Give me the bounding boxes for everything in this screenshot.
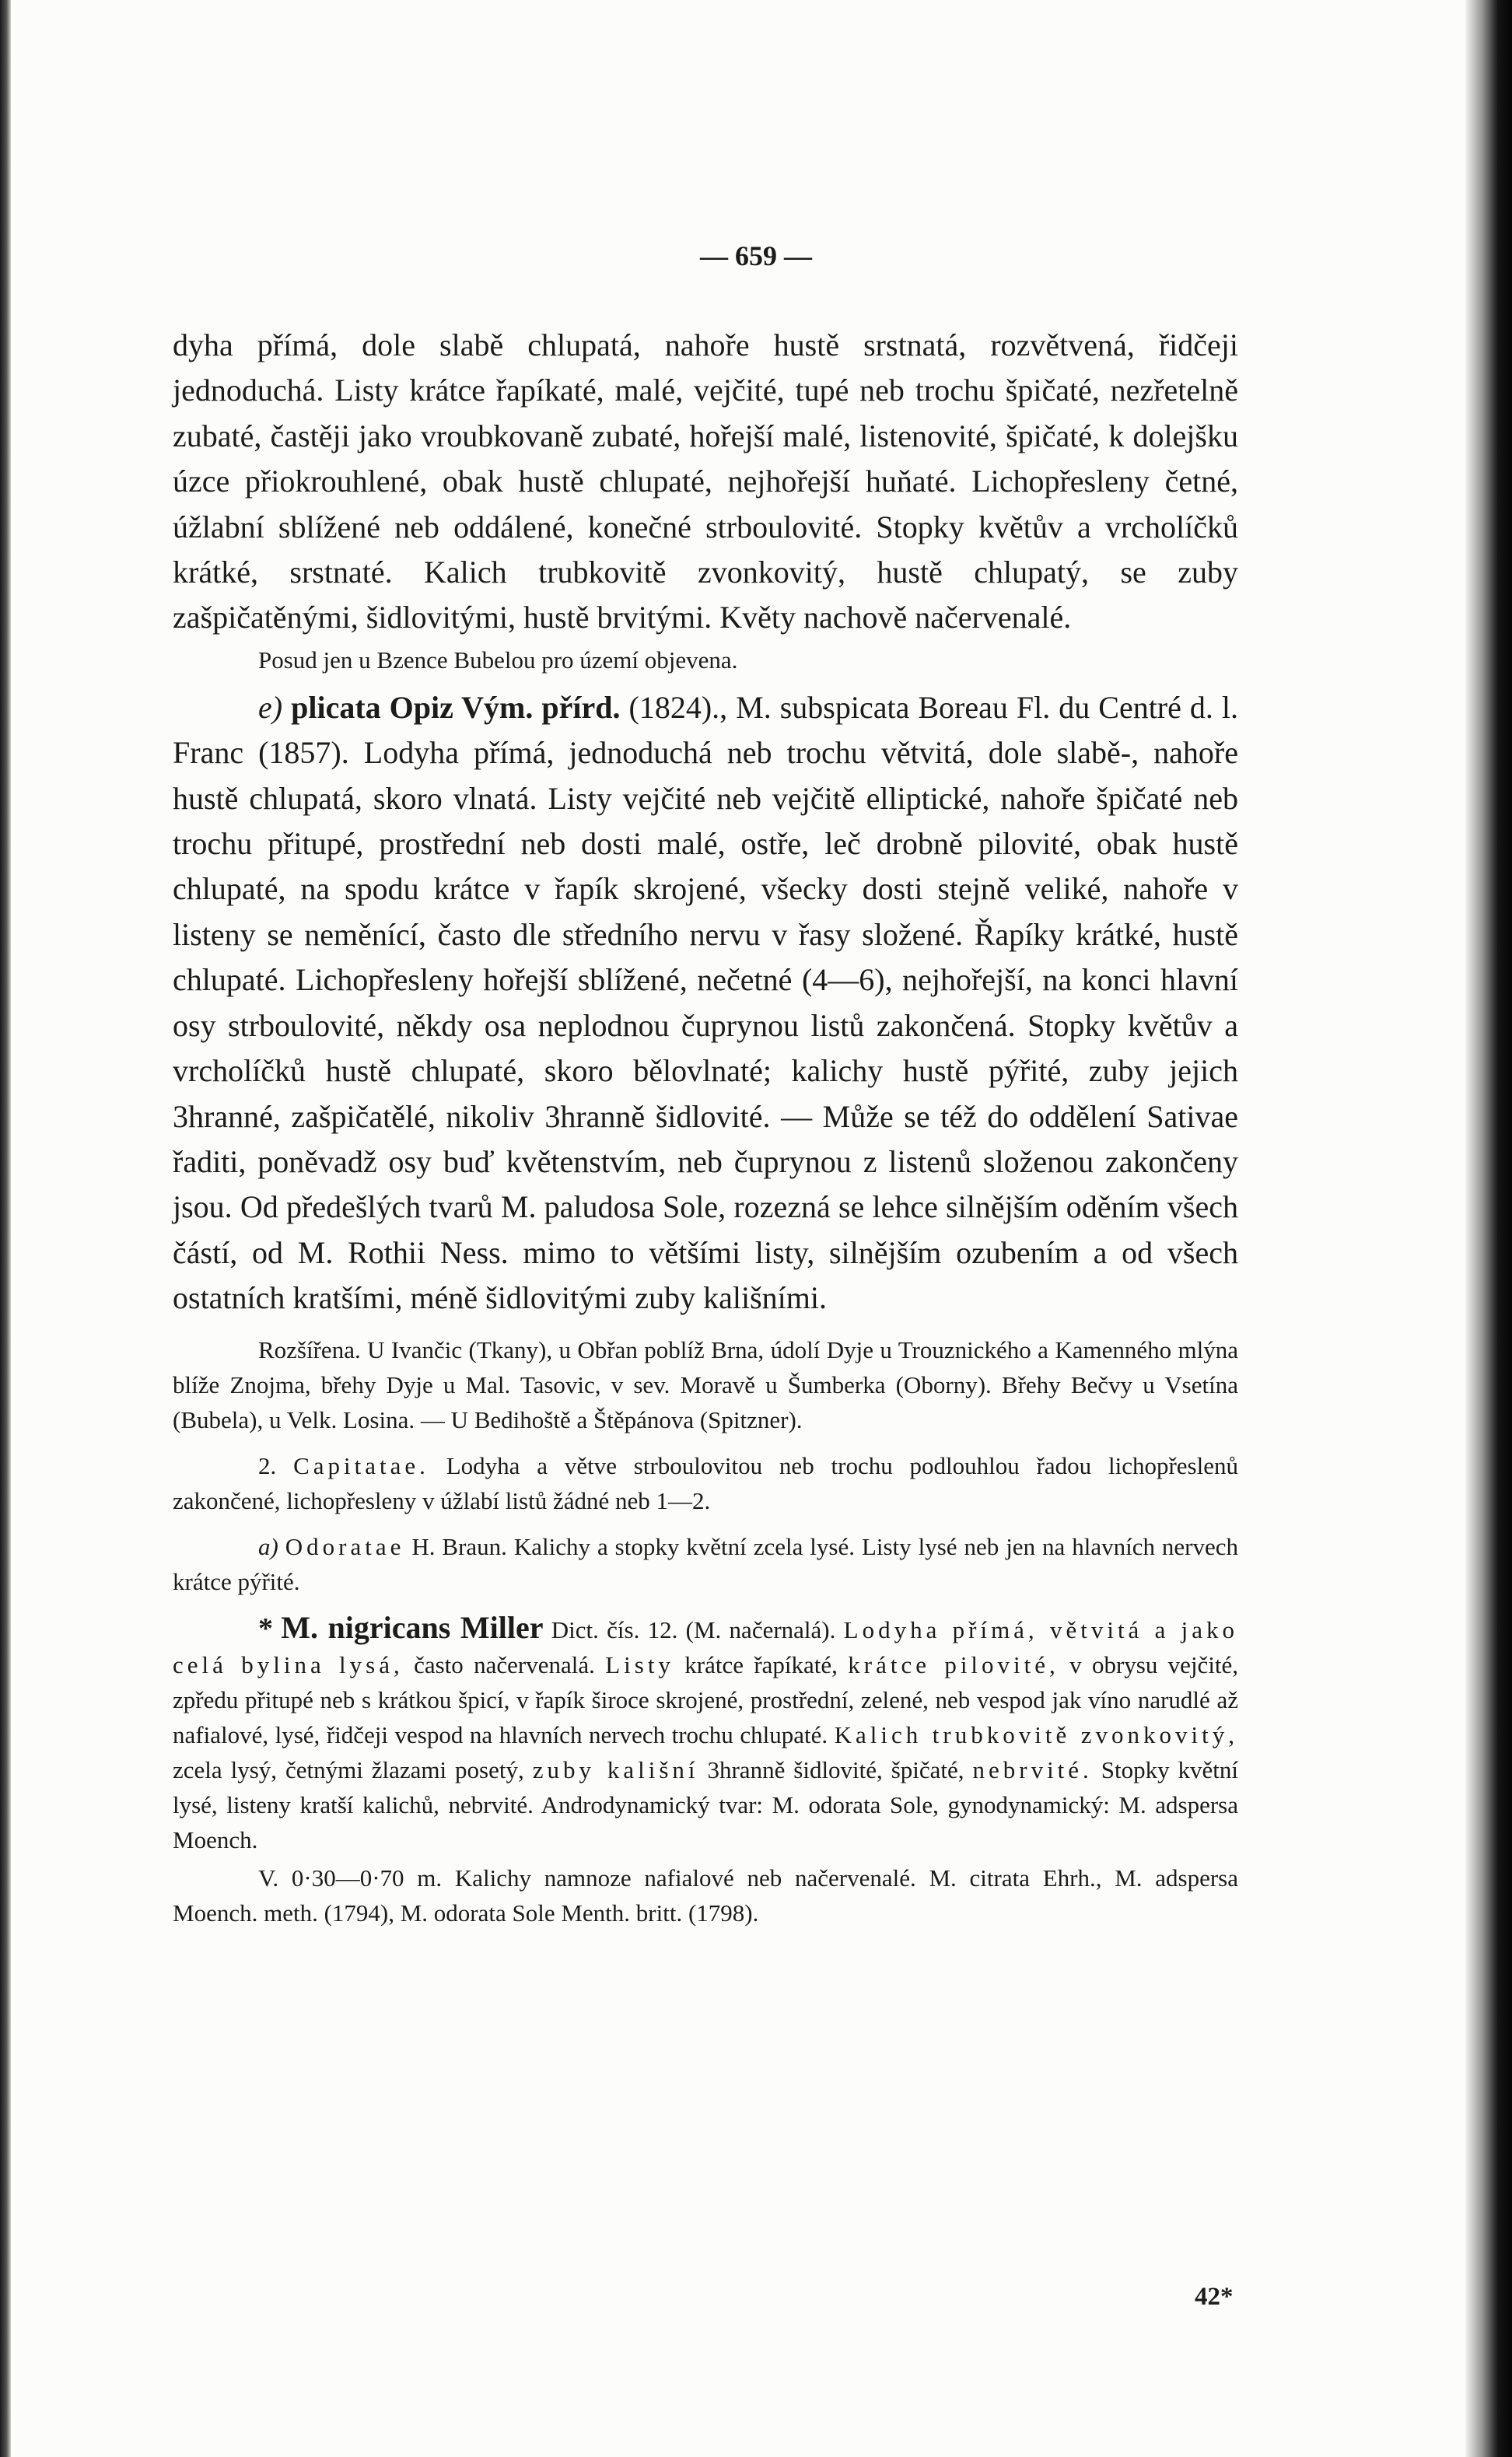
species-ciliate-spaced: nebrvité.: [972, 1755, 1093, 1783]
species-stem-spaced: Lodyha přímá, větvitá a jako celá bylina lysá,: [173, 1615, 1238, 1678]
paragraph-capitatae: [173, 1448, 1238, 1518]
variety-name: plicata Opiz Vým. přírd.: [291, 689, 621, 725]
paragraph-variety-plicata: [173, 685, 1238, 1321]
variety-label: e): [258, 689, 283, 725]
species-calyx-text: zcela lysý, četnými žlazami posetý,: [173, 1755, 524, 1783]
subsection-description: H. Braun. Kalichy a stopky květní zcela lysé. Listy lysé neb jen na hlavních nervech krátce pýřité.: [173, 1532, 1239, 1595]
scan-left-edge: [0, 0, 11, 2457]
species-stem-text: často načervenalá.: [414, 1650, 595, 1678]
paragraph-odoratae: [173, 1529, 1238, 1599]
paragraph-description: dyha přímá, dole slabě chlupatá, nahoře hustě srstnatá, rozvětvená, řidčeji jednoduchá. Listy krátce řapíkaté, malé, vejčité, tupé neb trochu špičaté, nezřetelně zubaté, častěji jako vroubkovaně zubaté, hořejší malé, listenovité, špičaté, k dolejšku úzce přiokrouhlené, obak hustě chlupaté, nejhořejší huňaté. Lichopřesleny četné, úžlabní sblížené neb oddálené, konečné strboulovité. Stopky květův a vrcholíčků krátké, srstnaté. Kalich trubkovitě zvonkovitý, hustě chlupatý, se zuby zašpičatěnými, šidlovitými, hustě brvitými. Květy nachově načervenalé.: [173, 327, 1238, 635]
species-serrate-spaced: krátce pilovité,: [848, 1650, 1059, 1678]
paragraph-distribution-note: [173, 642, 1238, 677]
subsection-label: a): [258, 1532, 278, 1560]
variety-description: (1824)., M. subspicata Boreau Fl. du Centré d. l. Franc (1857). Lodyha přímá, jednoduchá neb trochu větvitá, dole slabě-, nahoře hustě chlupatá, skoro vlnatá. Listy vejčité neb vejčitě elliptické, nahoře špičaté neb trochu přitupé, prostřední neb dosti malé, ostře, leč drobně pilovité, obak hustě chlupaté, na spodu krátce v řapík skrojené, všecky dosti stejně veliké, nahoře v listeny se neměnící, často dle středního nervu v řasy složené. Řapíky krátké, hustě chlupaté. Lichopřesleny hořejší sblížené, nečetné (4—6), nejhořejší, na konci hlavní osy strboulovité, někdy osa neplodnou čuprynou listů zakončená. Stopky květův a vrcholíčků hustě chlupaté, skoro bělovlnaté; kalichy hustě pýřité, zuby jejich 3hranné, zašpičatělé, nikoliv 3hranně šidlovité. — Může se též do oddělení Sativae řaditi, poněvadž osy buď květenstvím, neb čuprynou z listenů složenou zakončeny jsou. Od předešlých tvarů M. paludosa Sole, rozezná se lehce silnějším oděním všech částí, od M. Rothii Ness. mimo to většími listy, silnějším ozubením a od všech ostatních kratšími, méně šidlovitými zuby kališními.: [173, 689, 1239, 1316]
species-leaves-spaced: Listy: [605, 1650, 674, 1678]
distribution-note-text: Posud jen u Bzence Bubelou pro území objevena.: [258, 646, 738, 674]
species-leaves-text: krátce řapíkaté,: [684, 1650, 838, 1678]
species-citation: Dict. čís. 12. (M. načernalá).: [551, 1615, 836, 1643]
subsection-title: Odoratae: [285, 1532, 405, 1560]
text-body: [173, 323, 1238, 1930]
section-title: Capitatae.: [293, 1451, 429, 1479]
paragraph-species-nigricans: [173, 1610, 1238, 1857]
page-number: — 659 —: [700, 240, 812, 271]
section-description: Lodyha a větve strboulovitou neb trochu podlouhlou řadou lichopřeslenů zakončené, lichopřesleny v úžlabí listů žádné neb 1—2.: [173, 1451, 1238, 1514]
species-teeth-spaced: zuby kališní: [532, 1755, 699, 1783]
paragraph-range: Rozšířena. U Ivančic (Tkany), u Obřan poblíž Brna, údolí Dyje u Trouznického a Kamenného mlýna blíže Znojma, břehy Dyje u Mal. Tasovic, v sev. Moravě u Šumberka (Oborny). Břehy Bečvy u Vsetína (Bubela), u Velk. Losina. — U Bedihoště a Štěpánova (Spitzner).: [173, 1335, 1238, 1433]
species-calyx-spaced: Kalich trubkovitě zvonkovitý,: [834, 1720, 1238, 1748]
section-number: 2.: [258, 1451, 277, 1479]
species-leaf-detail: v obrysu vejčité, zpředu přitupé neb s krátkou špicí, v řapík široce skrojené, prostřední, zelené, neb vespod jak víno narudlé až nafialové, lysé, řidčeji vespod na hlavních nervech trochu chlupaté.: [173, 1650, 1239, 1748]
species-teeth-text: 3hranně šidlovité, špičaté,: [707, 1755, 964, 1783]
species-name: M. nigricans Miller: [281, 1609, 544, 1645]
paragraph-flowering-synonyms: V. 0·30—0·70 m. Kalichy namnoze nafialové neb načervenalé. M. citrata Ehrh., M. adspersa Moench. meth. (1794), M. odorata Sole Menth. britt. (1798).: [173, 1864, 1238, 1927]
species-star: *: [258, 1612, 273, 1645]
species-pedicel-text: Stopky květní lysé, listeny kratší kalichů, nebrvité. Androdynamický tvar: M. odorata Sole, gynodynamický: M. adspersa Moench.: [173, 1755, 1239, 1853]
scan-right-edge: [1465, 0, 1512, 2457]
printer-signature-mark: 42*: [1195, 2283, 1234, 2311]
